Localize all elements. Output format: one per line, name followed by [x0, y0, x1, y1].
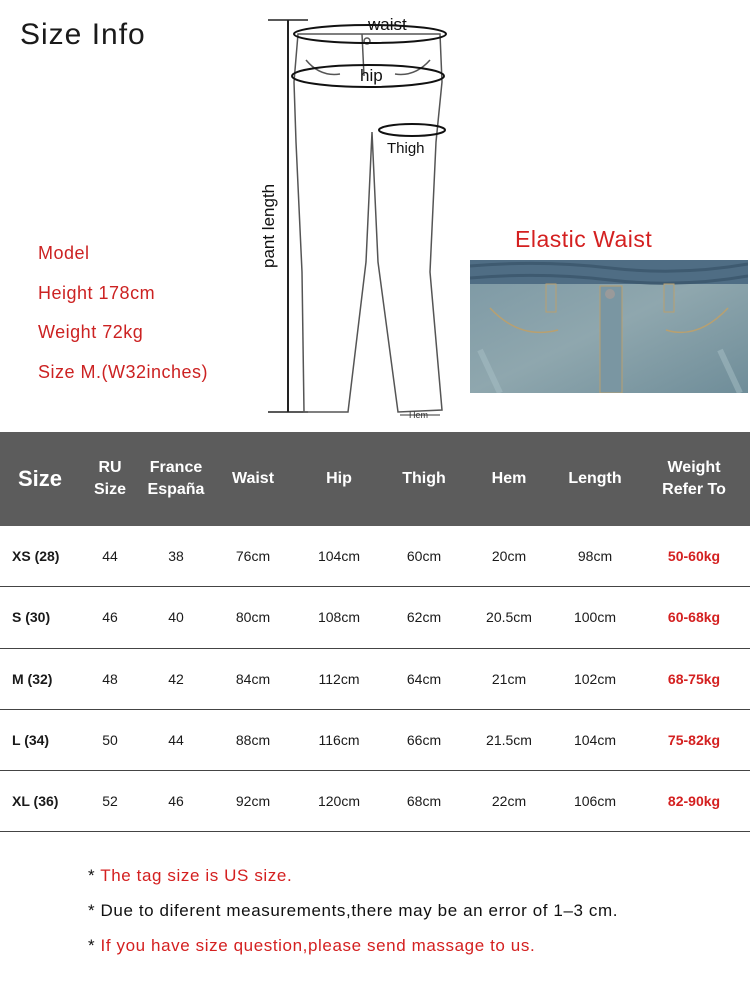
cell-hem: 22cm: [491, 793, 527, 810]
cell-ru: 44: [102, 548, 118, 565]
thigh-label: Thigh: [387, 140, 425, 157]
table-row: [0, 710, 750, 771]
cell-fr: 38: [168, 548, 184, 565]
note-bullet: *: [88, 936, 96, 955]
header-france-line1: France: [149, 459, 203, 476]
cell-fr: 46: [168, 793, 184, 810]
cell-weight: 50-60kg: [667, 548, 721, 565]
cell-weight: 82-90kg: [667, 793, 721, 810]
header-weight: [638, 457, 750, 501]
header-france: [142, 457, 210, 501]
model-height: Height 178cm: [38, 282, 156, 303]
page-title: Size Info: [20, 18, 146, 51]
cell-ru: 48: [102, 670, 118, 687]
note-tag-size: [88, 864, 618, 899]
cell-size: M (32): [12, 670, 53, 687]
header-weight-line2: Refer To: [662, 481, 726, 498]
cell-ru: 52: [102, 793, 118, 810]
note-text: Due to diferent measurements,there may be an error of 1–3 cm.: [100, 901, 619, 920]
model-info: [38, 240, 208, 398]
cell-hem: 21.5cm: [486, 732, 532, 749]
cell-thigh: 62cm: [406, 609, 442, 626]
cell-length: 106cm: [573, 793, 617, 810]
model-weight: Weight 72kg: [38, 322, 144, 342]
cell-fr: 44: [168, 732, 184, 749]
cell-hip: 116cm: [318, 732, 360, 749]
note-measurement-error: [88, 899, 618, 934]
elastic-waist-photo: [470, 260, 748, 393]
cell-hem: 21cm: [491, 670, 527, 687]
header-hem: Hem: [491, 470, 527, 487]
waist-label: waist: [368, 15, 407, 34]
header-length: Length: [568, 470, 622, 487]
cell-fr: 40: [168, 609, 184, 626]
cell-hip: 112cm: [318, 670, 360, 687]
note-bullet: *: [88, 866, 96, 885]
cell-waist: 80cm: [235, 609, 271, 626]
cell-waist: 88cm: [235, 732, 271, 749]
table-row: [0, 649, 750, 710]
header-france-line2: España: [147, 481, 205, 498]
cell-hip: 104cm: [317, 548, 361, 565]
cell-waist: 84cm: [235, 670, 271, 687]
table-header: [0, 432, 750, 526]
pants-diagram: [250, 12, 460, 432]
cell-hip: 108cm: [317, 609, 361, 626]
cell-weight: 68-75kg: [667, 670, 721, 687]
cell-ru: 50: [102, 732, 118, 749]
note-bullet: *: [88, 901, 96, 920]
cell-length: 100cm: [573, 609, 617, 626]
cell-thigh: 64cm: [406, 670, 442, 687]
header-weight-line1: Weight: [667, 459, 721, 476]
cell-weight: 60-68kg: [667, 609, 721, 626]
cell-thigh: 68cm: [406, 793, 442, 810]
cell-weight: 75-82kg: [667, 732, 721, 749]
header-ru-line1: RU: [98, 459, 122, 476]
cell-thigh: 66cm: [406, 732, 442, 749]
header-size: Size: [18, 466, 63, 491]
hem-label: Hem: [409, 410, 429, 420]
cell-ru: 46: [102, 609, 118, 626]
elastic-waist-title: Elastic Waist: [515, 226, 653, 252]
pant-length-label: pant length: [259, 183, 278, 268]
table-row: [0, 526, 750, 587]
cell-length: 98cm: [577, 548, 613, 565]
cell-hip: 120cm: [317, 793, 361, 810]
cell-fr: 42: [168, 670, 184, 687]
header-ru-line2: Size: [93, 481, 126, 498]
table-body: [0, 526, 750, 832]
cell-waist: 92cm: [235, 793, 271, 810]
cell-hem: 20cm: [491, 548, 527, 565]
cell-size: XS (28): [12, 548, 60, 565]
table-row: [0, 771, 750, 832]
notes: [88, 864, 618, 969]
cell-size: XL (36): [12, 793, 59, 810]
header-thigh: Thigh: [402, 470, 446, 487]
model-heading: Model: [38, 243, 90, 263]
note-text: If you have size question,please send massage to us.: [100, 936, 536, 955]
table-row: [0, 587, 750, 648]
header-waist: Waist: [231, 470, 275, 487]
cell-length: 102cm: [573, 670, 617, 687]
cell-waist: 76cm: [235, 548, 271, 565]
model-size: Size M.(W32inches): [38, 361, 209, 382]
header-ru: [78, 457, 142, 501]
cell-hem: 20.5cm: [486, 609, 532, 626]
note-text: The tag size is US size.: [100, 866, 293, 885]
note-contact: [88, 934, 618, 969]
cell-size: S (30): [12, 609, 51, 626]
cell-size: L (34): [12, 732, 50, 749]
cell-thigh: 60cm: [406, 548, 442, 565]
size-table: [0, 432, 750, 832]
header-hip: Hip: [326, 470, 352, 487]
cell-length: 104cm: [573, 732, 617, 749]
hip-label: hip: [360, 66, 383, 85]
